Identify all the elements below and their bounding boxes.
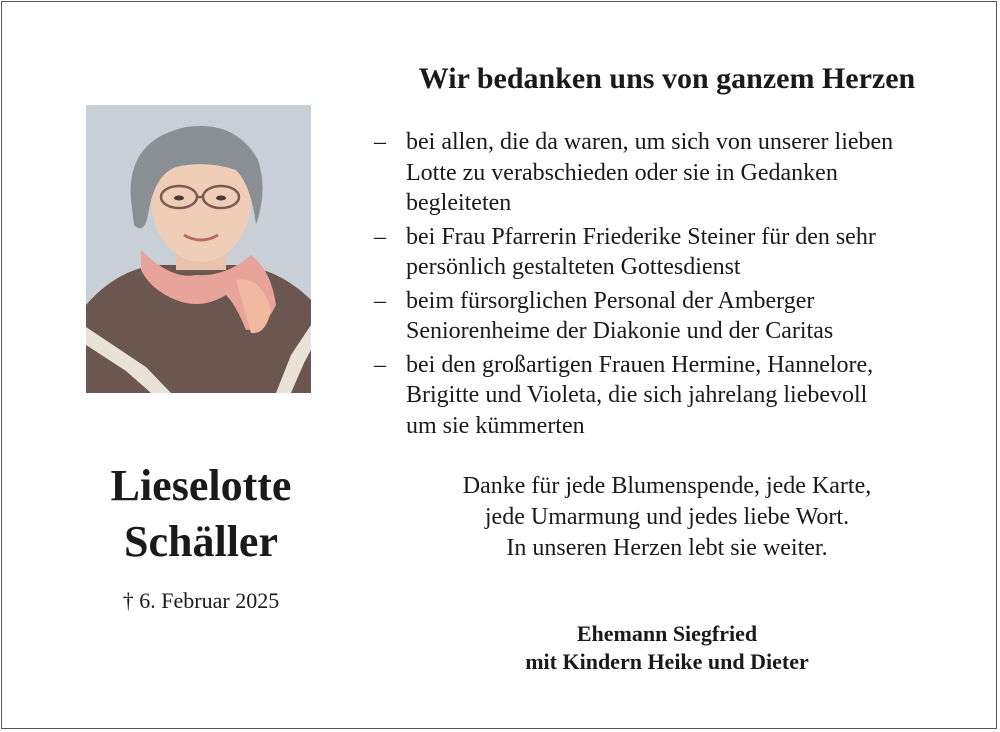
- signature-line: mit Kindern Heike und Dieter: [525, 649, 809, 674]
- closing-thanks: [342, 471, 992, 564]
- family-signature: [342, 620, 992, 676]
- list-item-text: bei Frau Pfarrerin Friederike Steiner für den sehr persönlich gestalteten Gottesdienst: [406, 223, 876, 280]
- thanks-line: In unseren Herzen lebt sie weiter.: [506, 535, 828, 561]
- thanks-list: [374, 127, 984, 444]
- list-item: [374, 350, 984, 442]
- list-item: [374, 127, 984, 219]
- obituary-notice: [1, 1, 997, 729]
- death-date: † 6. Februar 2025: [122, 588, 280, 613]
- list-item-text: bei allen, die da waren, um sich von unserer lieben Lotte zu verabschieden oder sie in Gedanken begleiteten: [406, 129, 894, 216]
- list-item: [374, 286, 984, 347]
- thank-you-heading: Wir bedanken uns von ganzem Herzen: [418, 62, 916, 95]
- list-dash: –: [374, 223, 386, 250]
- list-dash: –: [374, 129, 386, 155]
- thanks-line: Danke für jede Blumenspende, jede Karte,: [462, 473, 872, 499]
- thanks-line: jede Umarmung und jedes liebe Wort.: [484, 504, 850, 530]
- list-item-text: bei den großartigen Frauen Hermine, Hannelore, Brigitte und Violeta, die sich jahrelang liebevoll um sie kümmerten: [406, 351, 874, 439]
- list-dash: –: [374, 287, 386, 314]
- list-dash: –: [374, 351, 386, 378]
- list-item: [374, 222, 984, 283]
- signature-line: Ehemann Siegfried: [576, 621, 758, 646]
- name-last: Schäller: [124, 517, 278, 566]
- list-item-text: beim fürsorglichen Personal der Amberger Seniorenheime der Diakonie und der Caritas: [406, 287, 834, 344]
- portrait-photo: [86, 105, 311, 393]
- name-first: Lieselotte: [110, 461, 292, 510]
